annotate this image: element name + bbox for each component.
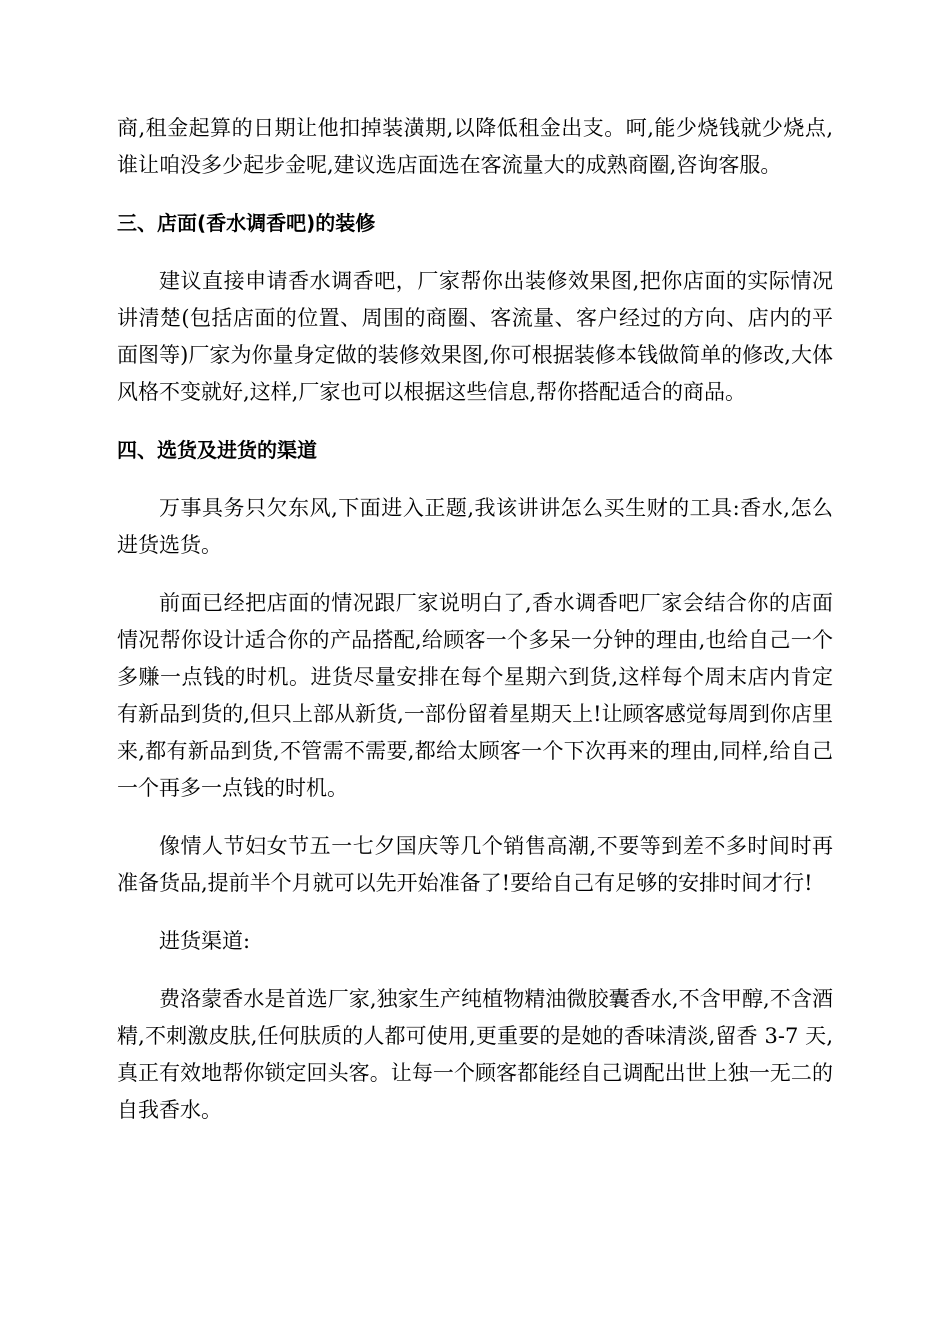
section-heading-decoration: 三、店面(香水调香吧)的装修 (117, 211, 376, 235)
document-page (117, 110, 833, 1150)
paragraph-intro: 万事具务只欠东风,下面进入正题,我该讲讲怎么买生财的工具:香水,怎么进货选货。 (117, 496, 833, 557)
paragraph-channels-label: 进货渠道: (159, 929, 251, 953)
paragraph-holidays: 像情人节妇女节五一七夕国庆等几个销售高潮,不要等到差不多时间时再准备货品,提前半个月就可以先开始准备了!要给自己有足够的安排时间才行! (117, 834, 833, 895)
paragraph-rent: 商,租金起算的日期让他扣掉装潢期,以降低租金出支。呵,能少烧钱就少烧点,谁让咱没多少起步金呢,建议选店面选在客流量大的成熟商圈,咨询客服。 (117, 116, 833, 177)
paragraph-supplier: 费洛蒙香水是首选厂家,独家生产纯植物精油微胶囊香水,不含甲醇,不含酒精,不刺激皮肤,任何肤质的人都可使用,更重要的是她的香味清淡,留香 3-7 天,真正有效地帮你锁定回头客。让每一个顾客都能经自己调配出世上独一无二的自我香水。 (117, 987, 833, 1122)
paragraph-decoration: 建议直接申请香水调香吧，厂家帮你出装修效果图,把你店面的实际情况讲清楚(包括店面的位置、周围的商圈、客流量、客户经过的方向、店内的平面图等)厂家为你量身定做的装修效果图,你可根据装修本钱做简单的修改,大体风格不变就好,这样,厂家也可以根据这些信息,帮你搭配适合的商品。 (117, 269, 833, 404)
section-heading-purchasing: 四、选货及进货的渠道 (117, 438, 317, 462)
paragraph-stocking: 前面已经把店面的情况跟厂家说明白了,香水调香吧厂家会结合你的店面情况帮你设计适合你的产品搭配,给顾客一个多呆一分钟的理由,也给自己一个多赚一点钱的时机。进货尽量安排在每个星期六到货,这样每个周末店内肯定有新品到货的,但只上部从新货,一部份留着星期天上!让顾客感觉每周到你店里来,都有新品到货,不管需不需要,都给太顾客一个下次再来的理由,同样,给自己一个再多一点钱的时机。 (117, 591, 833, 800)
